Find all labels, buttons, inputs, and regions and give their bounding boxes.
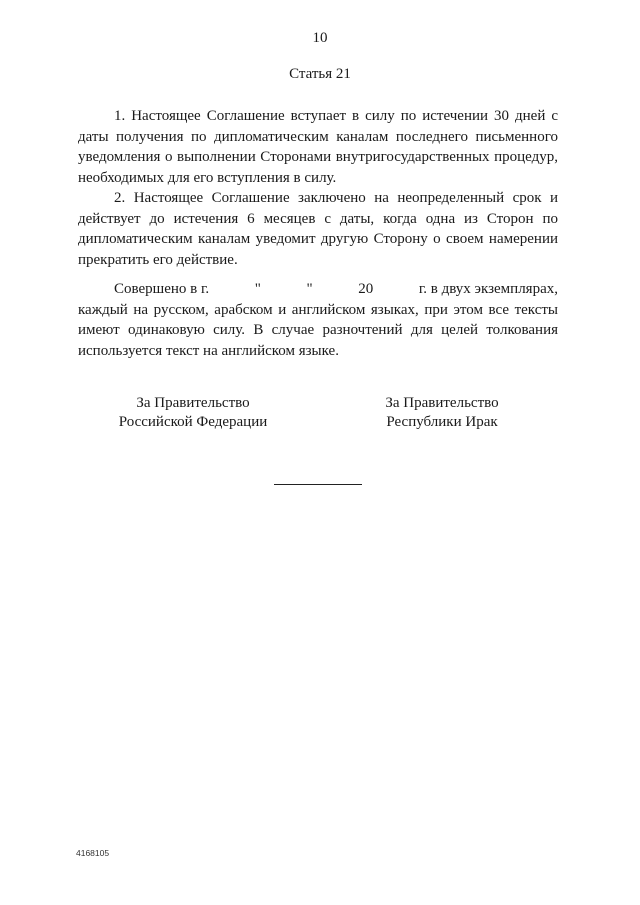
signatory-russia-line1: За Правительство: [136, 395, 250, 411]
signatory-russia: [108, 394, 278, 431]
year-prefix: 20: [358, 281, 374, 297]
paragraph-duration: 2. Настоящее Соглашение заключено на неопределенный срок и действует до истечения 6 месяцев с даты, когда одна из Сторон по дипломатическим каналам уведомит другую Сторону о своем намерении прекратить его действие.: [78, 190, 558, 268]
quote-open: ": [254, 281, 261, 297]
copies-text: г. в двух экземплярах,: [418, 281, 558, 297]
signatory-iraq-line1: За Правительство: [385, 395, 499, 411]
page-number: 10: [312, 30, 328, 46]
article-body: [78, 106, 558, 270]
signatory-iraq: [357, 394, 527, 431]
quote-close: ": [306, 281, 313, 297]
signatory-russia-line2: Российской Федерации: [118, 413, 268, 430]
done-at-text: Совершено в г.: [114, 281, 210, 297]
closing-clause: [78, 279, 558, 361]
signatory-iraq-line2: Республики Ирак: [386, 413, 498, 430]
paragraph-entry-into-force: 1. Настоящее Соглашение вступает в силу по истечении 30 дней с даты получения по дипломатическим каналам последнего письменного уведомления о выполнении Сторонами внутригосударственных процедур, необходимых для его вступления в силу.: [78, 108, 558, 186]
document-code: 4168105: [76, 848, 110, 858]
languages-clause: каждый на русском, арабском и английском языках, при этом все тексты имеют одинаковую силу. В случае разночтений для целей толкования используется текст на английском языке.: [78, 301, 558, 359]
article-title: Статья 21: [289, 66, 351, 82]
end-divider-line: [274, 484, 362, 485]
signing-date-line: [78, 279, 558, 300]
